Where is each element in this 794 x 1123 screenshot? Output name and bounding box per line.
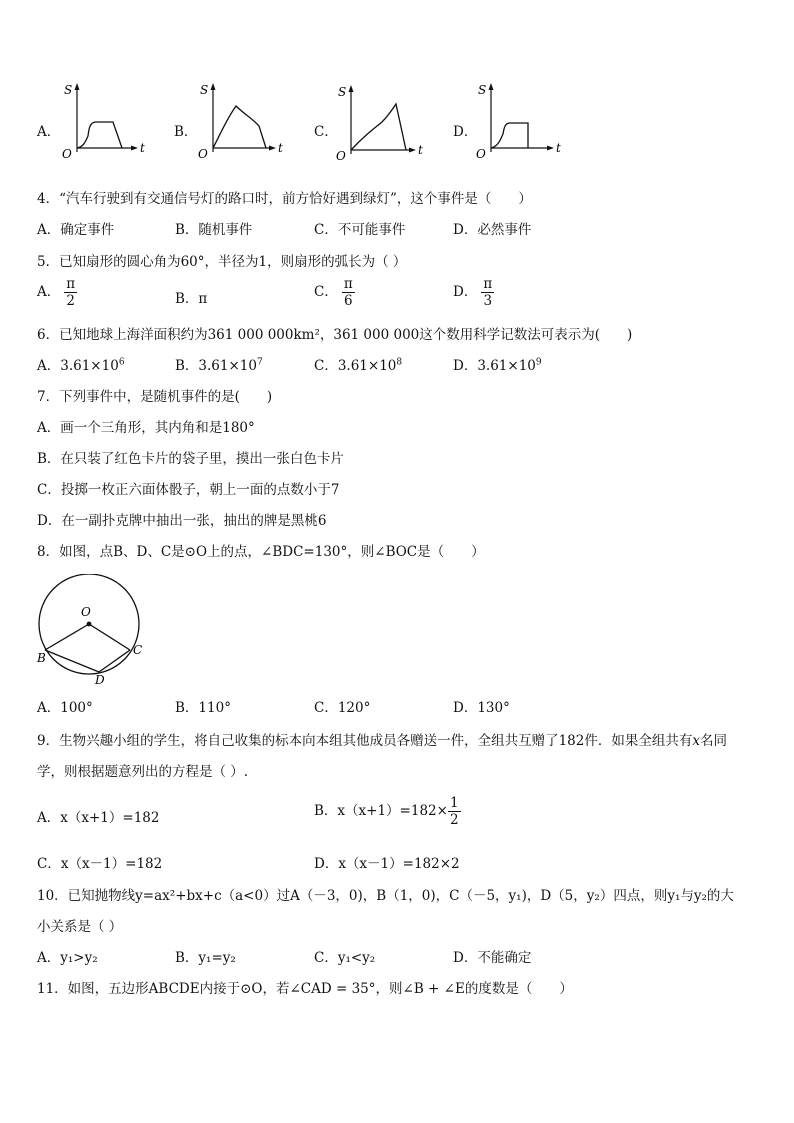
q5-option-a [37,277,77,308]
q5-d-numerator: π [483,276,493,292]
graph-b-curve [213,106,266,148]
q9-b-denominator: 2 [449,812,459,829]
q5-option-c [314,277,355,308]
graph-a-o-label: O [62,147,72,161]
q10-option-b: B．y₁=y₂ [175,950,236,966]
q6-stem: 6．已知地球上海洋面积约为361 000 000km²，361 000 000这个数用科学记数法可表示为( ) [37,327,633,343]
q9-option-b-fraction [448,796,461,827]
q6-option-c [314,354,402,374]
q6-option-a [37,354,125,374]
q9-option-b [314,796,461,827]
q9-option-c: C．x（x－1）=182 [37,856,163,872]
graph-a-y-arrow [75,83,80,90]
q5-option-d-fraction [481,277,494,308]
q5-option-b: B．π [175,291,208,307]
q6-option-b [175,354,263,374]
graph-c-o-label: O [336,149,346,163]
q7-stem: 7．下列事件中，是随机事件的是( ) [37,389,273,405]
q5-option-d [453,277,494,308]
q8-option-d: D．130° [453,700,510,716]
q11-stem: 11．如图，五边形ABCDE内接于⊙O，若∠CAD = 35°，则∠B + ∠E的度数是（ ） [37,981,573,997]
graph-b-x-arrow [269,146,276,151]
q6-option-c-exponent: 8 [396,357,403,368]
graph-d [474,80,566,162]
graph-d-y-arrow [489,83,494,90]
q5-d-denominator: 3 [483,293,493,310]
q8-label-d: D [95,673,105,686]
q4-option-a: A．确定事件 [37,222,115,238]
q6-option-d-base: D．3.61×10 [453,358,536,374]
graph-c-t-label: t [418,143,423,157]
q9-b-numerator: 1 [449,795,459,811]
graph-b-t-label: t [278,141,283,155]
q6-option-a-exponent: 6 [118,357,125,368]
graph-a-s-label: S [64,83,73,97]
q8-label-o: O [81,605,91,619]
graph-d-t-label: t [556,141,561,155]
q5-a-numerator: π [66,276,76,292]
q9-option-d: D．x（x－1）=182×2 [314,856,460,872]
graph-a-curve [77,122,122,148]
q8-label-b: B [37,651,46,665]
graph-d-curve [491,123,528,148]
q5-option-d-label: D． [453,284,478,301]
graph-a [60,80,150,162]
graph-c-y-arrow [349,85,354,92]
graph-b-y-arrow [211,83,216,90]
q6-option-d-exponent: 9 [535,357,542,368]
graph-d-letter: D． [453,124,478,140]
q8-option-c: C．120° [314,700,371,716]
graph-b-s-label: S [200,83,209,97]
q8-segment-ob [45,624,89,650]
graph-d-o-label: O [476,147,486,161]
graph-c [334,82,430,164]
q6-option-a-base: A．3.61×10 [37,358,119,374]
graph-a-letter: A． [37,124,61,140]
graph-b [196,80,288,162]
q8-segment-oc [89,624,130,650]
q8-segment-bd [45,650,99,672]
graph-c-x-arrow [409,148,416,153]
graph-d-x-arrow [547,146,554,151]
q10-option-d: D．不能确定 [453,950,532,966]
q8-option-a: A．100° [37,700,93,716]
q4-option-d: D．必然事件 [453,222,532,238]
graph-a-t-label: t [140,141,145,155]
q5-stem: 5．已知扇形的圆心角为60°，半径为1，则扇形的弧长为（ ） [37,254,407,270]
graph-d-s-label: S [478,83,487,97]
q8-center-dot [87,622,92,627]
q4-option-b: B．随机事件 [175,222,253,238]
q10-option-c: C．y₁<y₂ [314,950,376,966]
q9-stem-line2: 学，则根据题意列出的方程是（ ）. [37,764,249,780]
q9-stem-part1: 9．生物兴趣小组的学生，将自己收集的标本向本组其他成员各赠送一件，全组共互赠了182件．如果全组共有 [37,733,693,749]
q8-circle-figure [34,574,150,686]
q5-c-denominator: 6 [343,293,353,310]
q4-option-c: C．不可能事件 [314,222,406,238]
q6-option-c-base: C．3.61×10 [314,358,397,374]
graph-a-x-arrow [131,146,138,151]
graph-c-letter: C． [314,124,338,140]
q9-stem-part2: 名同 [699,733,727,749]
q10-stem-line2: 小关系是（ ） [37,919,123,935]
q7-option-d: D．在一副扑克牌中抽出一张，抽出的牌是黑桃6 [37,513,327,529]
q5-option-a-label: A． [37,284,61,301]
q9-variable: x [692,733,700,749]
q10-stem-line1: 10．已知抛物线y=ax²+bx+c（a<0）过A（－3，0)，B（1，0)，C（－5，y₁)，D（5，y₂）四点，则y₁与y₂的大 [37,888,734,904]
q5-a-denominator: 2 [66,293,75,310]
q9-stem-line1 [37,729,727,749]
q5-option-c-fraction [342,277,355,308]
q6-option-d [453,354,542,374]
q7-option-c: C．投掷一枚正六面体骰子，朝上一面的点数小于7 [37,482,340,498]
q6-option-b-base: B．3.61×10 [175,358,257,374]
q6-option-b-exponent: 7 [256,357,263,368]
q5-c-numerator: π [343,276,353,292]
q7-option-a: A．画一个三角形，其内角和是180° [37,420,255,436]
q4-stem: 4．“汽车行驶到有交通信号灯的路口时，前方恰好遇到绿灯”，这个事件是（ ） [37,191,532,207]
q10-option-a: A．y₁>y₂ [37,950,98,966]
q8-stem: 8．如图，点B、D、C是⊙O上的点，∠BDC=130°，则∠BOC是（ ） [37,544,485,560]
graph-c-s-label: S [338,85,347,99]
q9-option-a: A．x（x+1）=182 [37,810,160,826]
q5-option-c-label: C． [314,284,338,301]
graph-c-curve [351,104,406,150]
q8-option-b: B．110° [175,700,231,716]
q8-segment-cd [99,650,130,672]
q8-label-c: C [133,643,143,657]
q7-option-b: B．在只装了红色卡片的袋子里，摸出一张白色卡片 [37,451,344,467]
graph-b-o-label: O [198,147,208,161]
q5-option-a-fraction [64,277,77,308]
graph-b-letter: B． [174,124,198,140]
q9-option-b-prefix: B．x（x+1）=182× [314,803,448,820]
